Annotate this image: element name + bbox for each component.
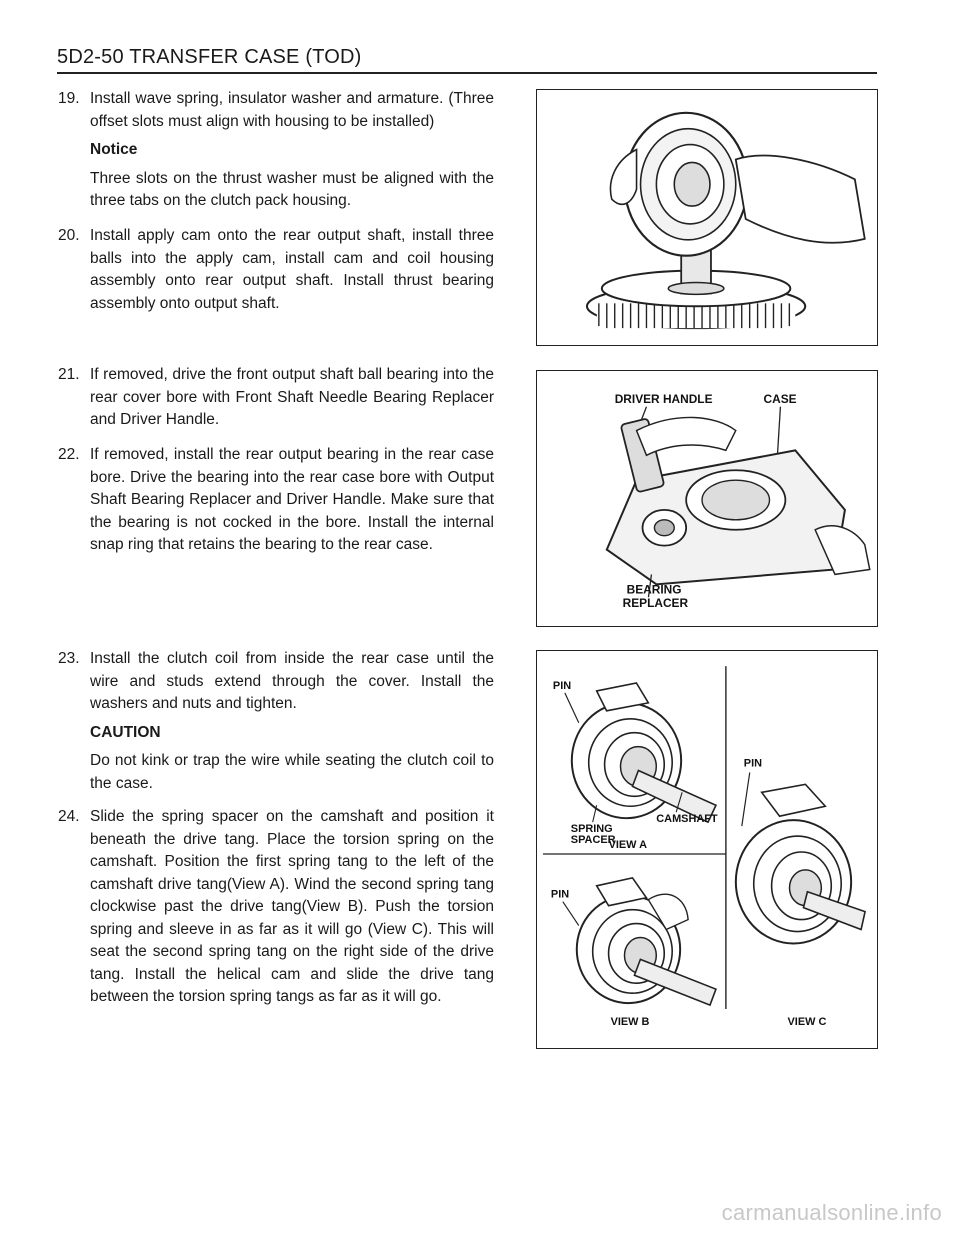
label-bearing: BEARING <box>626 582 682 597</box>
label-view-a: VIEW A <box>608 839 648 852</box>
label-spacer: SPACER <box>570 834 616 847</box>
step-22 <box>58 444 494 557</box>
step-number: 24. <box>58 808 80 825</box>
step-23 <box>58 648 494 795</box>
step-text: Install the clutch coil from inside the rear case until the wire and studs extend through the cover. Install the washers and nuts and tighten. <box>90 650 494 712</box>
step-number: 19. <box>58 90 80 107</box>
page-header: 5D2-50 TRANSFER CASE (TOD) <box>57 46 362 68</box>
step-number: 20. <box>58 227 80 244</box>
header-rule <box>57 72 877 74</box>
step-text: Install apply cam onto the rear output shaft, install three balls into the apply cam, install cam and coil housing assembly onto rear output shaft. Install thrust bearing assembly onto output shaft. <box>90 227 494 312</box>
label-driver-handle: DRIVER HANDLE <box>614 391 713 406</box>
step-19 <box>58 88 494 213</box>
step-20 <box>58 225 494 315</box>
label-view-b: VIEW B <box>610 1015 650 1028</box>
notice-text: Three slots on the thrust washer must be aligned with the three tabs on the clutch pack housing. <box>90 169 494 209</box>
clutch-pack-illustration <box>537 90 877 345</box>
label-case: CASE <box>763 391 797 406</box>
figure-torsion-spring-views <box>536 650 878 1049</box>
figure-wave-spring-install <box>536 89 878 346</box>
label-pin-b: PIN <box>550 888 570 901</box>
step-text: Slide the spring spacer on the camshaft and position it beneath the drive tang. Place the torsion spring on the camshaft. Position the first spring tang to the left of the camshaft drive tang(View A). Wind the second spring tang clockwise past the drive tang(View B). Push the torsion spring and sleeve in as far as it will go (View C). This will seat the second spring tang on the right side of the drive tang. Install the helical cam and slide the drive tang between the torsion spring tangs as far as it will go. <box>90 808 494 1005</box>
step-21 <box>58 364 494 432</box>
step-number: 21. <box>58 366 80 383</box>
caution-heading: CAUTION <box>90 723 161 741</box>
notice-heading: Notice <box>90 141 138 158</box>
watermark: carmanualsonline.info <box>721 1200 942 1225</box>
label-camshaft: CAMSHAFT <box>656 813 718 826</box>
label-pin-a: PIN <box>552 679 572 692</box>
step-text: Install wave spring, insulator washer and armature. (Three offset slots must align with housing to be installed) <box>90 90 494 130</box>
figure-bearing-replacer <box>536 370 878 627</box>
label-view-c: VIEW C <box>787 1015 827 1028</box>
step-text: If removed, install the rear output bearing in the rear case bore. Drive the bearing into the rear case bore with Output Shaft Bearing Replacer and Driver Handle. Make sure that the bearing is not cocked in the bore. Install the internal snap ring that retains the bearing to the rear case. <box>90 446 494 553</box>
step-24 <box>58 806 494 1009</box>
step-text: If removed, drive the front output shaft ball bearing into the rear cover bore with Front Shaft Needle Bearing Replacer and Driver Handle. <box>90 366 494 428</box>
caution-text: Do not kink or trap the wire while seating the clutch coil to the case. <box>90 752 494 792</box>
label-pin-c: PIN <box>743 757 763 770</box>
label-spring: SPRING <box>570 823 613 836</box>
step-number: 22. <box>58 446 80 463</box>
bearing-replacer-illustration <box>537 371 877 626</box>
torsion-spring-illustration <box>537 651 877 1048</box>
label-replacer: REPLACER <box>622 596 689 611</box>
step-number: 23. <box>58 650 80 667</box>
